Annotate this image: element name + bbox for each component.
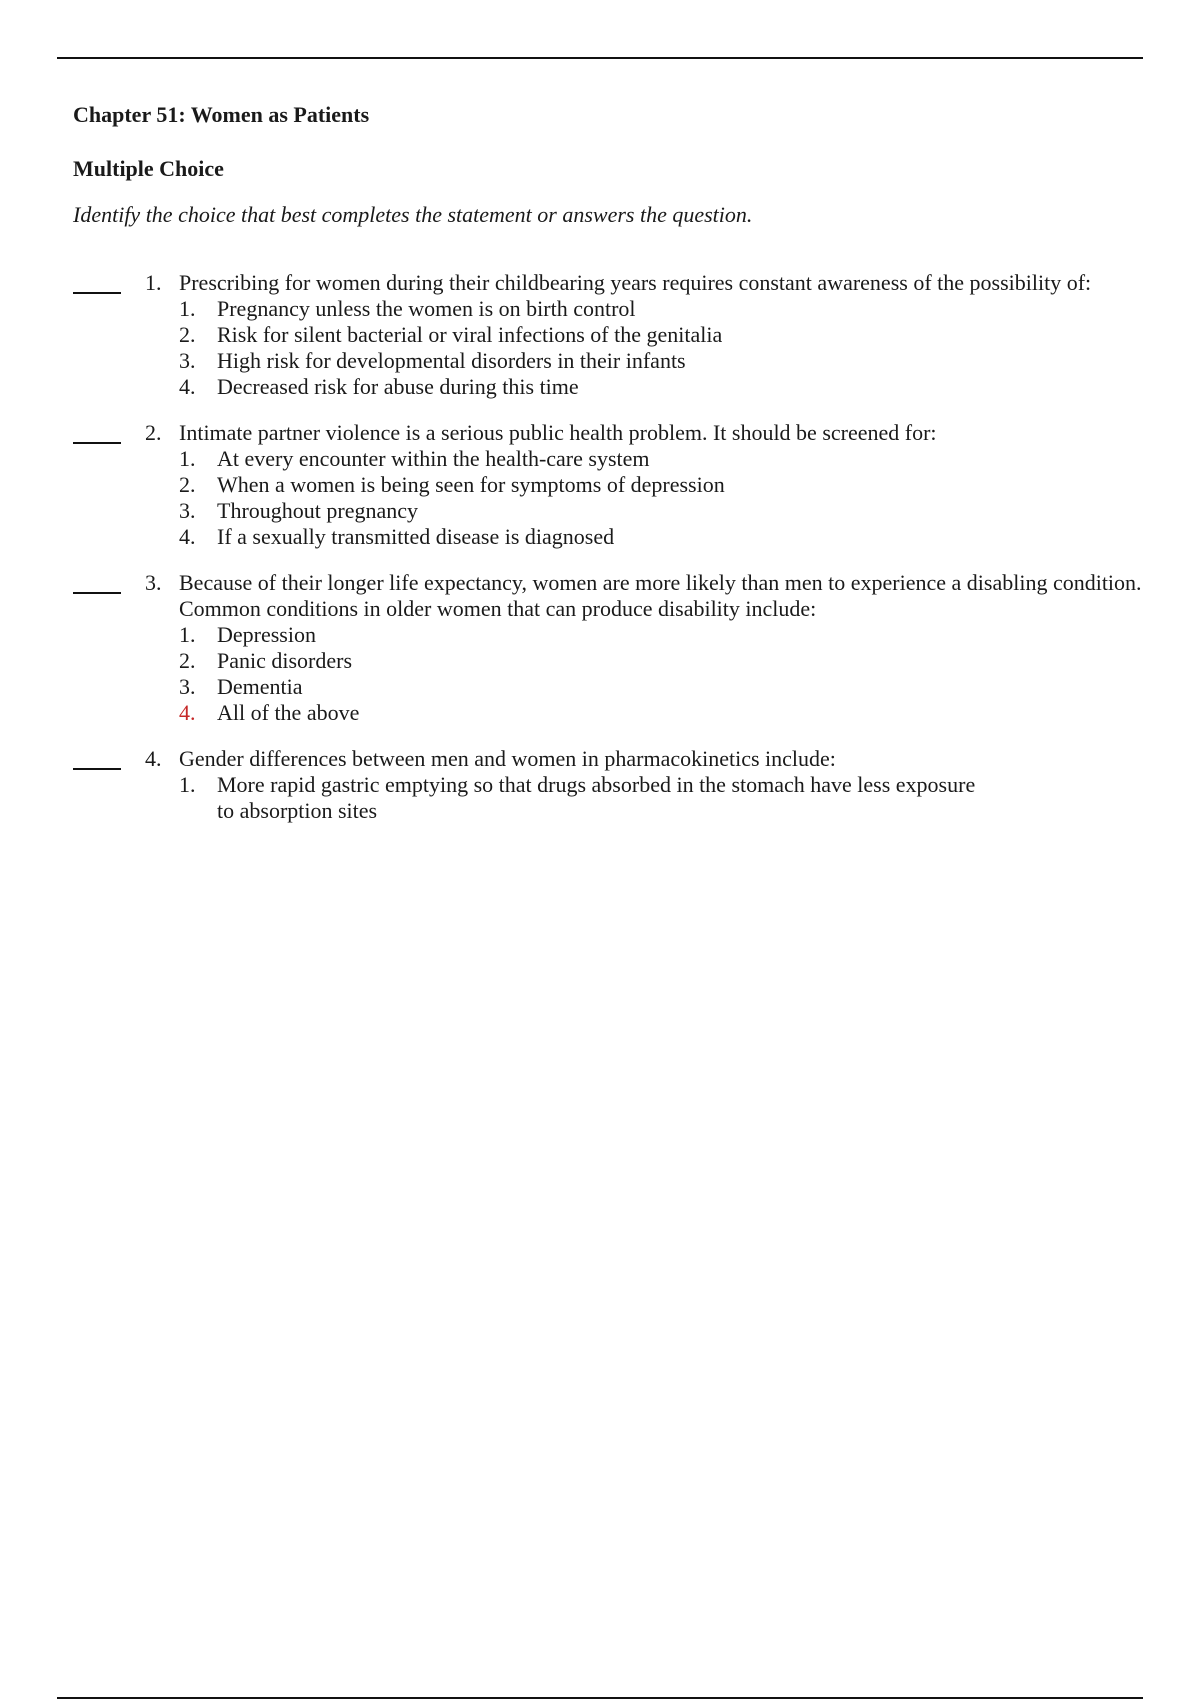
option-text: When a women is being seen for symptoms of depression [217, 472, 725, 497]
question-text: Because of their longer life expectancy, women are more likely than men to experience a disabling condition. Common conditions in older women that can produce disability include: [179, 570, 1142, 621]
option-list [145, 772, 1143, 824]
option-number: 1. [179, 772, 196, 797]
option-item [179, 772, 1143, 824]
question-text: Prescribing for women during their childbearing years requires constant awareness of the possibility of: [179, 270, 1092, 295]
option-item [179, 472, 1143, 498]
option-number: 1. [179, 296, 196, 321]
option-item [179, 622, 1143, 648]
option-item-keyed [179, 700, 1143, 726]
option-text: Decreased risk for abuse during this time [217, 374, 579, 399]
option-item [179, 674, 1143, 700]
option-number: 2. [179, 648, 196, 673]
option-list [145, 446, 1143, 550]
option-item [179, 348, 1143, 374]
answer-blank-3[interactable] [73, 592, 121, 594]
header-rule [57, 57, 1143, 59]
question-1 [73, 270, 1143, 400]
option-list [145, 296, 1143, 400]
option-text: Throughout pregnancy [217, 498, 418, 523]
question-number: 1. [145, 270, 162, 295]
option-number: 3. [179, 674, 196, 699]
footer-rule [57, 1697, 1143, 1699]
option-number-keyed: 4. [179, 700, 196, 725]
option-text: Pregnancy unless the women is on birth control [217, 296, 636, 321]
question-text: Intimate partner violence is a serious public health problem. It should be screened for: [179, 420, 937, 445]
option-text: At every encounter within the health-care system [217, 446, 650, 471]
question-stem [145, 420, 1143, 446]
option-number: 2. [179, 472, 196, 497]
option-text: Panic disorders [217, 648, 353, 673]
option-text: More rapid gastric emptying so that drugs absorbed in the stomach have less exposure to absorption sites [217, 772, 976, 823]
option-item [179, 648, 1143, 674]
option-item [179, 446, 1143, 472]
question-3 [73, 570, 1143, 726]
option-number: 1. [179, 622, 196, 647]
option-number: 4. [179, 524, 196, 549]
question-4 [73, 746, 1143, 824]
question-number: 4. [145, 746, 162, 771]
option-text: All of the above [217, 700, 360, 725]
option-item [179, 322, 1143, 348]
option-number: 1. [179, 446, 196, 471]
option-text: Dementia [217, 674, 303, 699]
question-stem [145, 570, 1143, 622]
option-item [179, 498, 1143, 524]
option-item [179, 296, 1143, 322]
option-text: Depression [217, 622, 316, 647]
answer-blank-1[interactable] [73, 292, 121, 294]
option-number: 2. [179, 322, 196, 347]
question-text: Gender differences between men and women in pharmacokinetics include: [179, 746, 836, 771]
option-text: If a sexually transmitted disease is diagnosed [217, 524, 615, 549]
question-stem [145, 746, 1143, 772]
option-number: 3. [179, 348, 196, 373]
option-number: 3. [179, 498, 196, 523]
option-number: 4. [179, 374, 196, 399]
document-page [73, 100, 1143, 844]
answer-blank-2[interactable] [73, 442, 121, 444]
chapter-title: Chapter 51: Women as Patients [73, 102, 370, 127]
section-title: Multiple Choice [73, 156, 224, 181]
question-number: 3. [145, 570, 162, 595]
answer-blank-4[interactable] [73, 768, 121, 770]
option-item [179, 374, 1143, 400]
option-list [145, 622, 1143, 726]
question-stem [145, 270, 1143, 296]
option-text: Risk for silent bacterial or viral infections of the genitalia [217, 322, 723, 347]
question-2 [73, 420, 1143, 550]
question-list [73, 270, 1143, 824]
instructions: Identify the choice that best completes the statement or answers the question. [73, 202, 753, 227]
option-text: High risk for developmental disorders in their infants [217, 348, 686, 373]
question-number: 2. [145, 420, 162, 445]
option-item [179, 524, 1143, 550]
